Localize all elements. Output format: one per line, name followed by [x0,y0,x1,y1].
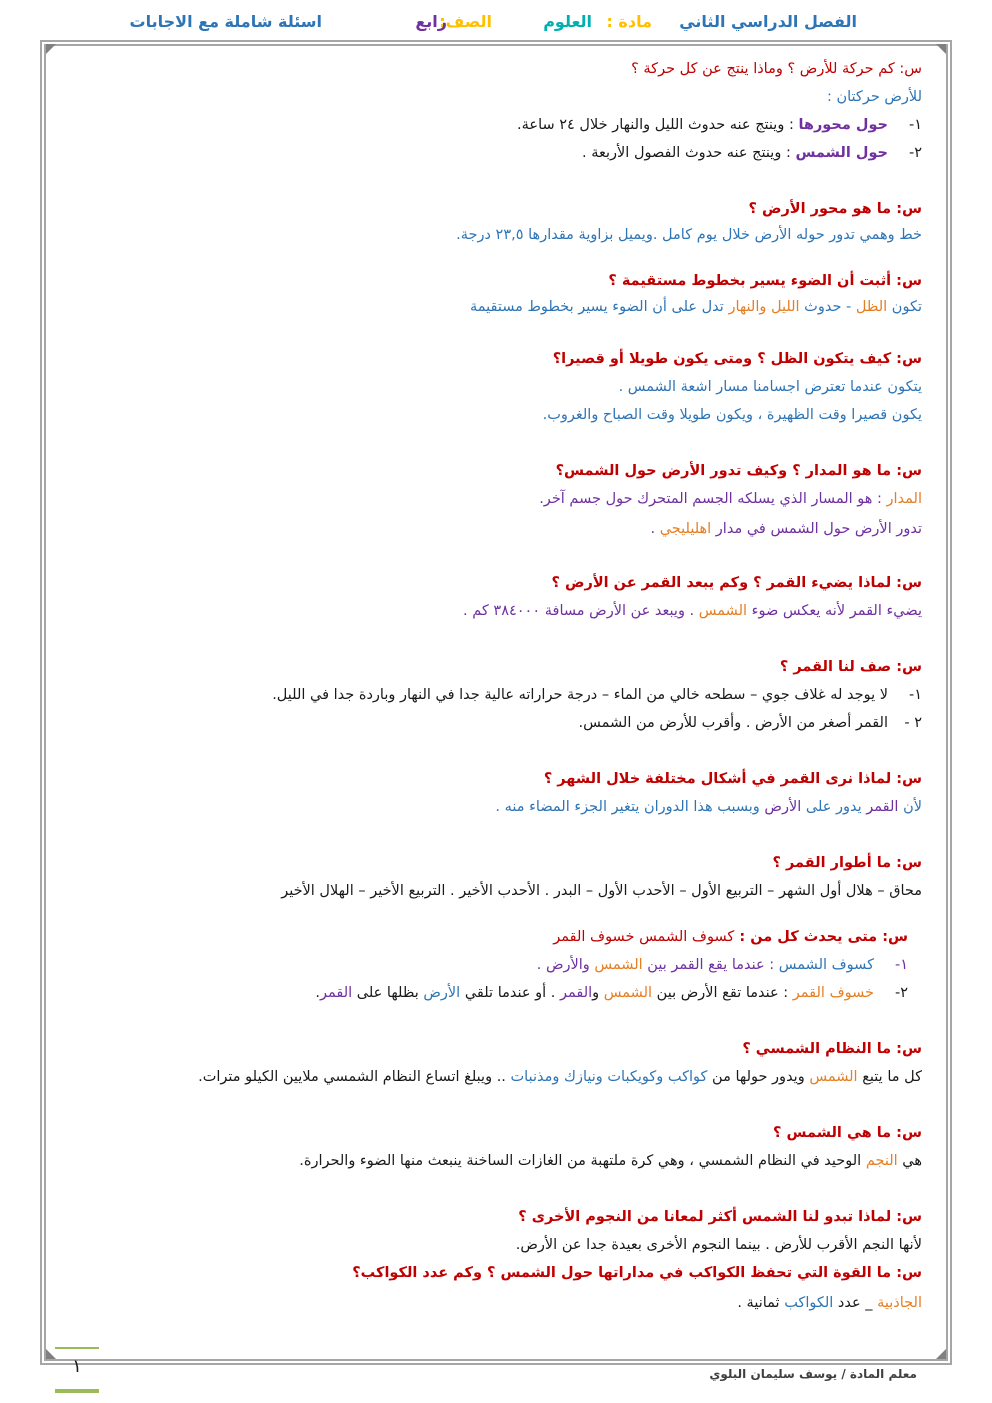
page-number: ١ [55,1347,99,1393]
term-axis-rotation: حول محورها [798,117,888,133]
question-text: س: متى يحدث كل من : [734,929,908,945]
term-earth: الأرض [423,985,461,1001]
answer-text: ويدور حولها من [707,1069,810,1085]
answer-shadow-2: يكون قصيرا وقت الظهيرة ، ويكون طويلا وقت الصباح والغروب. [542,407,922,423]
term-moon: القمر [320,985,353,1001]
term-moon: القمر [559,985,593,1001]
term-earth: الأرض [764,799,802,815]
term-sun: الشمس [698,603,748,619]
teacher-name: معلم المادة / يوسف سليمان البلوي [709,1367,917,1381]
list-item [582,142,922,164]
term-gravity: الجاذبية [877,1295,922,1311]
answer-text: بين [642,957,672,973]
answer-text: : هو المسار الذي يسلكه الجسم المتحرك حول جسم آخر. [539,491,887,507]
answer-moon-phases-why [495,796,922,818]
document-title: اسئلة شاملة مع الاجابات [129,12,322,31]
answer-text: و [582,957,595,973]
answer-text: : وينتج عنه حدوث الليل والنهار خلال ٢٤ ساعة. [517,117,799,133]
question-gravity: س: ما القوة التي تحفظ الكواكب في مداراتها حول الشمس ؟ وكم عدد الكواكب؟ [352,1265,922,1281]
answer-text: يدور على [801,799,867,815]
list-item [315,982,908,1004]
question-shadow: س: كيف يتكون الظل ؟ ومتى يكون طويلا أو قصيرا؟ [552,351,922,367]
answer-orbit-2 [650,518,922,540]
question-moon-phases: س: ما أطوار القمر ؟ [772,855,922,871]
answer-text: : عندما تقع [717,985,793,1001]
question-solar-system: س: ما النظام الشمسي ؟ [742,1041,922,1057]
answer-text: _ عدد [833,1295,878,1311]
answer-text: وبسبب هذا الدوران يتغير الجزء المضاء منه . [495,799,765,815]
answer-solar-system [198,1066,922,1088]
answer-text: ثمانية . [737,1295,785,1311]
term-shadow: الظل [855,299,888,315]
answer-what-is-sun [299,1150,922,1172]
answer-moon-phases: محاق – هلال أول الشهر – التربيع الأول – الأحدب الأول – البدر . الأحدب الأخير . التربيع الأخير – الهلال الأخير [281,883,922,899]
term-elliptical: اهليليجي [659,521,712,537]
answer-text: . أو عندما تلقي [460,985,560,1001]
term-earth: الأرض [545,957,583,973]
answer-gravity [737,1292,922,1314]
answer-text: يضيء القمر لأنه يعكس ضوء [747,603,922,619]
term-moon: القمر [866,799,899,815]
answer-text: القمر أصغر من الأرض . وأقرب للأرض من الشمس. [578,715,888,731]
answer-text: . [650,521,660,537]
term-orbit: المدار [886,491,922,507]
answer-text: لا يوجد له غلاف جوي – سطحه خالي من الماء – درجة حراراته عالية جدا في النهار وباردة جدا في الليل. [272,687,888,703]
term-solar-eclipse: كسوف الشمس [778,957,874,973]
answer-text: تدل على أن الضوء يسير بخطوط مستقيمة [469,299,729,315]
list-item [272,684,922,706]
answer-text: و [592,985,604,1001]
question-moon-phases-why: س: لماذا نرى القمر في أشكال مختلفة خلال الشهر ؟ [543,771,922,787]
question-earth-motions: س: كم حركة للأرض ؟ وماذا ينتج عن كل حركة ؟ [631,61,922,77]
question-earth-axis: س: ما هو محور الأرض ؟ [748,201,922,217]
subject-label: مادة : [606,12,652,31]
question-light-straight: س: أثبت أن الضوء يسير بخطوط مستقيمة ؟ [608,273,922,289]
term-moon: القمر [671,957,704,973]
answer-text: بين [652,985,681,1001]
answer-text: بظلها على [352,985,424,1001]
answer-text: لأن [898,799,922,815]
term-sun: الشمس [809,1069,858,1085]
list-number: ٢- [908,145,922,161]
answer-text: - حدوث [799,299,856,315]
list-item [579,712,923,734]
answer-text: . [536,957,546,973]
answer-text: . ويبعد عن الأرض مسافة ٣٨٤٠٠٠ كم . [463,603,699,619]
answer-text: الوحيد في النظام الشمسي ، وهي كرة ملتهبة من الغازات الساخنة ينبعث منها الضوء والحرارة. [299,1153,866,1169]
list-number: ١- [908,117,922,133]
question-orbit: س: ما هو المدار ؟ وكيف تدور الأرض حول الشمس؟ [555,463,922,479]
answer-text: كل ما يتبع [857,1069,922,1085]
answer-moon-shine [463,600,922,622]
question-describe-moon: س: صف لنا القمر ؟ [779,659,922,675]
corner-ornament [936,1349,946,1359]
term-earth: الأرض [680,985,718,1001]
list-item [537,954,908,976]
subject-value: العلوم [543,12,592,31]
corner-ornament [936,44,946,54]
term-day-night: الليل والنهار [728,299,800,315]
page-header [40,8,952,40]
question-what-is-sun: س: ما هي الشمس ؟ [773,1125,922,1141]
question-eclipses [553,926,908,948]
term-title: الفصل الدراسي الثاني [679,12,857,31]
list-number: ٢- [894,985,908,1001]
question-terms: كسوف الشمس خسوف القمر [553,929,735,945]
list-number: ١- [908,687,922,703]
answer-text: .. ويبلغ اتساع النظام الشمسي ملايين الكيلو مترات. [198,1069,511,1085]
answer-sun-brightness: لأنها النجم الأقرب للأرض . بينما النجوم الأخرى بعيدة جدا عن الأرض. [515,1237,922,1253]
term-celestial-bodies: كواكب وكويكبات ونيازك ومذنبات [510,1069,708,1085]
class-label: الصف: [439,12,492,31]
answer-intro: للأرض حركتان : [826,89,922,105]
question-moon-shine: س: لماذا يضيء القمر ؟ وكم يبعد القمر عن الأرض ؟ [551,575,922,591]
term-star: النجم [865,1153,898,1169]
answer-earth-axis: خط وهمي تدور حوله الأرض خلال يوم كامل .ويميل بزاوية مقدارها ٢٣,٥ درجة. [456,227,922,243]
answer-text: تدور الأرض حول الشمس في مدار [711,521,922,537]
list-number: ١- [894,957,908,973]
answer-text: هي [897,1153,922,1169]
answer-text: : وينتج عنه حدوث الفصول الأربعة . [582,145,796,161]
answer-text: : عندما يقع [703,957,779,973]
list-item [517,114,922,136]
answer-shadow-1: يتكون عندما تعترض اجسامنا مسار اشعة الشمس . [618,379,922,395]
class-value: رابع [415,12,447,31]
list-number: ٢ - [904,715,922,731]
question-sun-brightness: س: لماذا تبدو لنا الشمس أكثر لمعانا من النجوم الأخرى ؟ [518,1209,922,1225]
term-sun: الشمس [594,957,643,973]
corner-ornament [46,44,56,54]
term-sun: الشمس [603,985,653,1001]
answer-light-straight [470,296,922,318]
term-sun-revolution: حول الشمس [795,145,888,161]
answer-text: . [315,985,320,1001]
term-planets: الكواكب [784,1295,834,1311]
answer-text: تكون [887,299,922,315]
term-lunar-eclipse: خسوف القمر [792,985,874,1001]
answer-orbit-1 [539,488,922,510]
